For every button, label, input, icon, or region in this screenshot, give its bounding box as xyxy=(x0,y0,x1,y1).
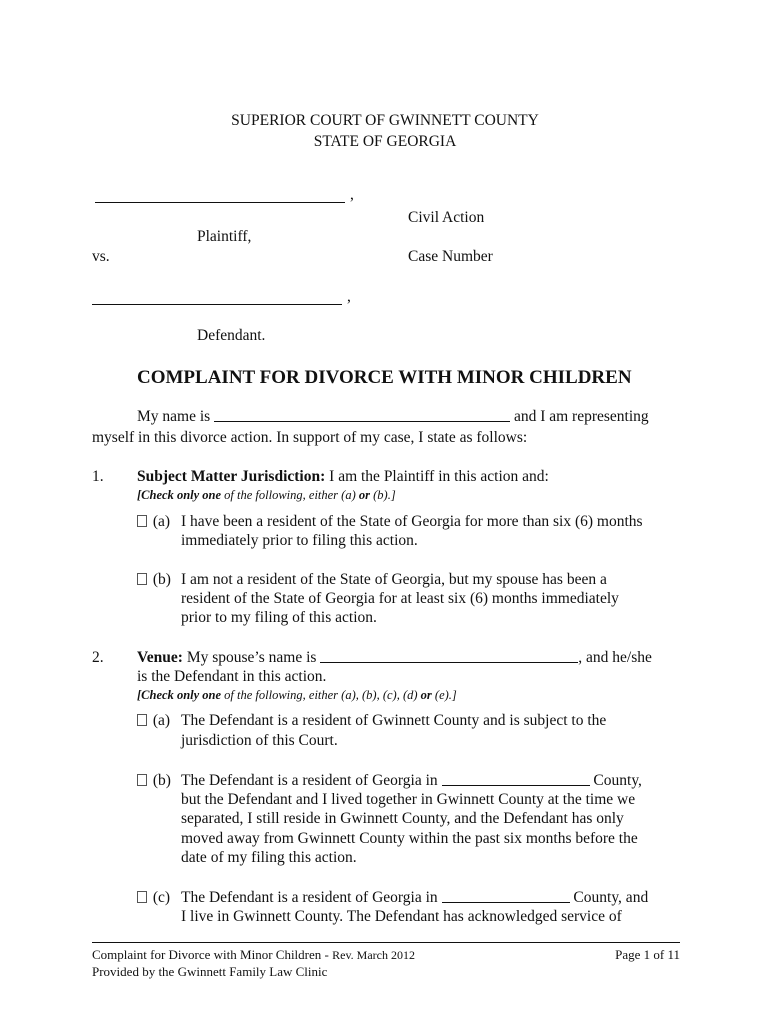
option-1b-checkbox[interactable] xyxy=(137,573,147,585)
option-text: but the Defendant and I lived together in Gwinnett County at the time we xyxy=(181,791,636,808)
intro-line-1 xyxy=(137,408,649,426)
versus-label: vs. xyxy=(92,248,110,265)
caption-comma: , xyxy=(347,288,351,305)
intro-text: My name is xyxy=(137,408,211,425)
option-text: jurisdiction of this Court. xyxy=(181,732,338,749)
option-2b-checkbox[interactable] xyxy=(137,774,147,786)
option-text: The Defendant is a resident of Gwinnett County and is subject to the xyxy=(181,712,607,729)
option-text: I have been a resident of the State of Georgia for more than six (6) months xyxy=(181,513,643,530)
county-field[interactable] xyxy=(442,784,590,786)
option-2b-line-1: The Defendant is a resident of Georgia in County, xyxy=(181,772,642,789)
plaintiff-label: Plaintiff, xyxy=(197,228,252,245)
footer-provider: Provided by the Gwinnett Family Law Clinic xyxy=(92,964,328,979)
section-1-heading xyxy=(137,468,549,486)
page-number: Page 1 of 11 xyxy=(615,947,680,962)
section-number: 1. xyxy=(92,468,104,485)
option-text: I live in Gwinnett County. The Defendant has acknowledged service of xyxy=(181,908,622,925)
case-number-label: Case Number xyxy=(408,248,493,265)
section-2-instruction: [Check only one of the following, either (a), (b), (c), (d) or (e).] xyxy=(137,688,457,702)
intro-line-2: myself in this divorce action. In support of my case, I state as follows: xyxy=(92,429,528,446)
option-2b: (b) xyxy=(137,772,171,790)
court-state: STATE OF GEORGIA xyxy=(313,133,457,150)
option-1a-checkbox[interactable] xyxy=(137,515,147,527)
option-2a: (a) xyxy=(137,712,170,730)
option-1a: (a) xyxy=(137,513,170,531)
option-2c-checkbox[interactable] xyxy=(137,891,147,903)
civil-action-label: Civil Action xyxy=(408,209,485,226)
court-name: SUPERIOR COURT OF GWINNETT COUNTY xyxy=(231,112,539,129)
intro-text: and I am representing xyxy=(513,408,649,425)
spouse-name-field[interactable] xyxy=(320,661,578,663)
section-2-heading xyxy=(137,649,652,667)
section-number: 2. xyxy=(92,649,104,666)
option-text: date of my filing this action. xyxy=(181,849,357,866)
option-text: prior to my filing of this action. xyxy=(181,609,377,626)
section-text: is the Defendant in this action. xyxy=(137,668,327,685)
option-2c-line-1: The Defendant is a resident of Georgia in County, and xyxy=(181,889,649,906)
option-text: separated, I still reside in Gwinnett County, and the Defendant has only xyxy=(181,810,624,827)
option-2c: (c) xyxy=(137,889,170,907)
option-text: moved away from Gwinnett County within the past six months before the xyxy=(181,830,638,847)
section-heading: Subject Matter Jurisdiction: xyxy=(137,468,326,485)
county-field[interactable] xyxy=(442,901,570,903)
section-text: I am the Plaintiff in this action and: xyxy=(325,468,549,485)
document-title: COMPLAINT FOR DIVORCE WITH MINOR CHILDREN xyxy=(137,367,632,388)
option-text: I am not a resident of the State of Georgia, but my spouse has been a xyxy=(181,571,607,588)
option-text: resident of the State of Georgia for at least six (6) months immediately xyxy=(181,590,619,607)
footer-divider xyxy=(92,942,680,943)
defendant-label: Defendant. xyxy=(197,327,266,344)
option-2a-checkbox[interactable] xyxy=(137,714,147,726)
section-text: , and he/she xyxy=(578,649,652,666)
option-1b: (b) xyxy=(137,571,171,589)
section-1-instruction: [Check only one of the following, either (a) or (b).] xyxy=(137,488,396,502)
caption-comma: , xyxy=(350,186,354,203)
section-text: My spouse’s name is xyxy=(182,649,317,666)
your-name-field[interactable] xyxy=(214,420,510,422)
footer-title: Complaint for Divorce with Minor Children - Rev. March 2012 xyxy=(92,947,415,962)
option-text: immediately prior to filing this action. xyxy=(181,532,418,549)
plaintiff-name-field[interactable] xyxy=(95,189,345,207)
defendant-name-field[interactable] xyxy=(92,291,342,309)
section-heading: Venue: xyxy=(137,649,183,666)
